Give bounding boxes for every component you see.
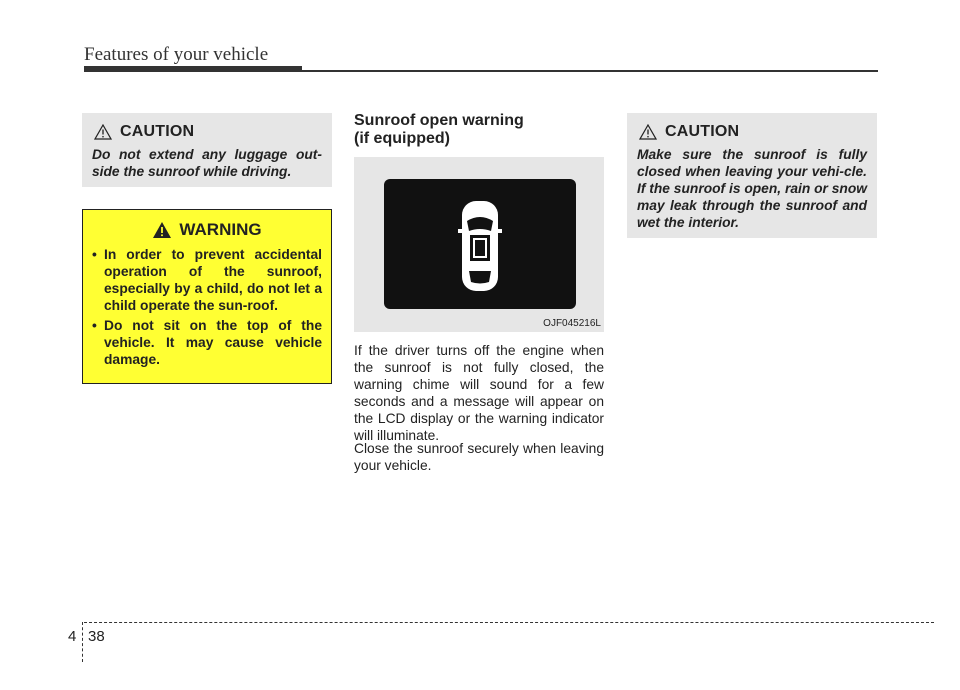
sunroof-warning-figure	[354, 157, 604, 332]
warning-item-sit-on-top: • Do not sit on the top of the vehicle. It may cause vehicle damage.	[92, 317, 322, 368]
warning-header	[92, 218, 322, 242]
lcd-display-screen	[384, 179, 576, 309]
car-top-view-sunroof-icon	[384, 179, 576, 309]
caution-title: CAUTION	[665, 123, 740, 140]
caution-header	[92, 121, 322, 143]
body-paragraph-close-sunroof: Close the sunroof securely when leaving your vehicle.	[354, 441, 604, 473]
page-number: 38	[88, 628, 105, 645]
caution-box-luggage	[82, 113, 332, 187]
warning-title: WARNING	[179, 220, 262, 239]
section-title-line2: (if equipped)	[354, 130, 450, 147]
warning-item-child-operation: • In order to prevent accidental operation of the sunroof, especially by a child, do not let a child operate the sun-roof.	[92, 246, 322, 314]
header-rule	[84, 70, 878, 72]
figure-code: OJF045216L	[543, 318, 601, 329]
caution-title: CAUTION	[120, 123, 195, 140]
chapter-number: 4	[68, 628, 77, 645]
warning-triangle-outline-icon	[94, 124, 112, 140]
warning-triangle-filled-icon	[152, 221, 172, 239]
caution-header	[637, 121, 867, 143]
warning-box	[82, 209, 332, 384]
caution-box-sunroof-closed	[627, 113, 877, 238]
footer-rule	[84, 622, 934, 623]
body-paragraph-warning-chime: If the driver turns off the engine when the sunroof is not fully closed, the warning chime will sound for a few seconds and a message will appear on the LCD display or the warning indicator will illuminate.	[354, 343, 604, 443]
section-title	[354, 112, 614, 148]
caution-text: Do not extend any luggage out-side the sunroof while driving.	[92, 147, 322, 179]
page-header-title: Features of your vehicle	[84, 44, 269, 65]
footer-divider	[82, 622, 83, 662]
warning-triangle-outline-icon	[639, 124, 657, 140]
section-title-line1: Sunroof open warning	[354, 112, 524, 129]
warning-list	[92, 246, 322, 368]
caution-text: Make sure the sunroof is fully closed when leaving your vehi-cle. If the sunroof is open, rain or snow may leak through the sunroof and wet the interior.	[637, 147, 867, 230]
